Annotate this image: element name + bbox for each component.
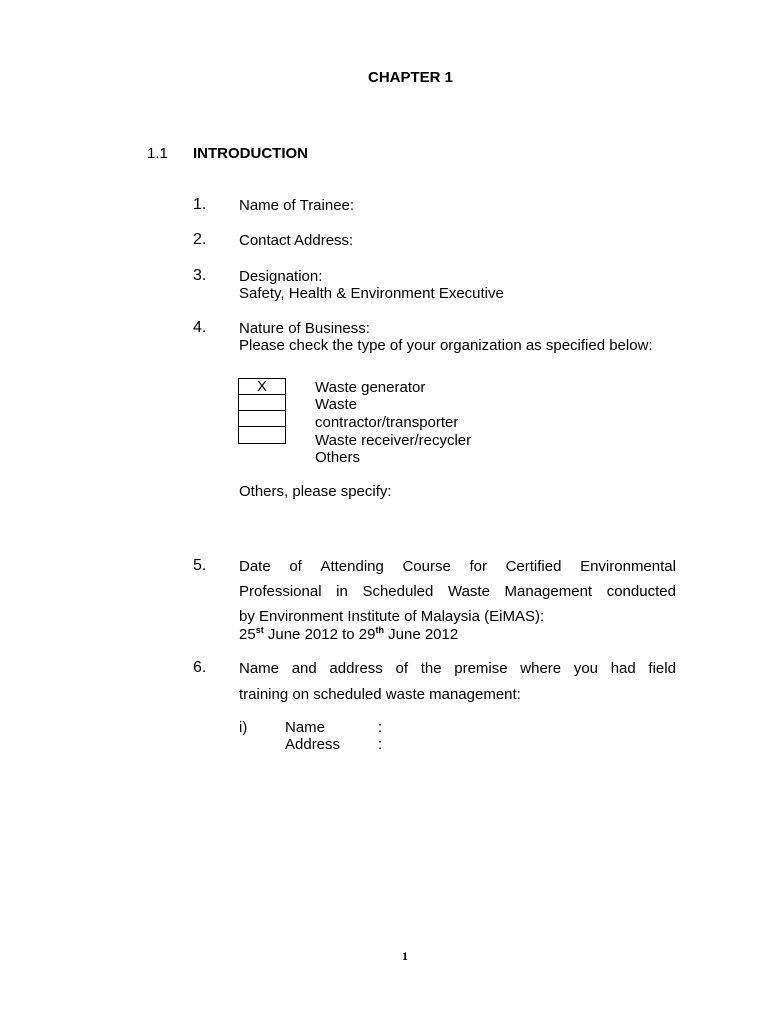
premise-address-colon: :	[378, 736, 383, 753]
option-label-waste-generator: Waste generator	[315, 379, 426, 396]
premise-name-label: Name	[285, 719, 326, 736]
course-date-word: Scheduled	[362, 583, 434, 600]
item-number-6: 6.	[193, 659, 207, 676]
premise-word: Name	[239, 660, 280, 677]
checkbox-waste-generator[interactable]: X	[238, 378, 286, 394]
item-number-4: 4.	[193, 319, 207, 336]
course-date-word: Date	[239, 558, 271, 575]
premise-line-2: training on scheduled waste management:	[239, 686, 521, 703]
course-date-word: Attending	[320, 558, 384, 575]
checkbox-waste-contractor[interactable]	[238, 394, 286, 410]
premise-name-colon: :	[378, 719, 383, 736]
contact-address-label: Contact Address:	[239, 232, 354, 249]
checkbox-others[interactable]	[238, 426, 286, 444]
designation-label: Designation:	[239, 268, 323, 285]
designation-value: Safety, Health & Environment Executive	[239, 285, 504, 302]
item-number-3: 3.	[193, 267, 207, 284]
premise-word: of	[395, 660, 408, 677]
premise-line-1	[239, 660, 676, 677]
option-label-waste: Waste	[315, 396, 357, 413]
course-date-word: Course	[402, 558, 451, 575]
premise-word: where	[520, 660, 562, 677]
course-date-word: in	[336, 583, 348, 600]
premise-word: the	[420, 660, 442, 677]
course-date-word: Waste	[447, 583, 490, 600]
premise-word: address	[329, 660, 383, 677]
premise-word: had	[610, 660, 636, 677]
course-date-word: Environmental	[580, 558, 676, 575]
premise-sub-number: i)	[239, 719, 248, 736]
date-middle: June 2012 to 29	[263, 626, 376, 643]
trainee-name-label: Name of Trainee:	[239, 197, 355, 214]
premise-address-label: Address	[285, 736, 341, 753]
course-date-word: Management	[504, 583, 593, 600]
course-date-word: Professional	[239, 583, 322, 600]
business-type-checkboxes	[238, 378, 286, 444]
course-date-word: Certified	[505, 558, 562, 575]
premise-word: premise	[454, 660, 508, 677]
checkbox-waste-receiver[interactable]	[238, 410, 286, 426]
nature-of-business-label: Nature of Business:	[239, 320, 370, 337]
nature-of-business-instruction: Please check the type of your organization as specified below:	[239, 337, 653, 354]
start-day-suffix: st	[255, 625, 264, 635]
date-end: June 2012	[383, 626, 459, 643]
item-number-2: 2.	[193, 231, 207, 248]
section-title: INTRODUCTION	[193, 145, 308, 162]
course-date-line-3: by Environment Institute of Malaysia (EiMAS):	[239, 608, 545, 625]
premise-word: you	[573, 660, 599, 677]
others-specify-label: Others, please specify:	[239, 483, 392, 500]
course-date-line-1	[239, 558, 676, 575]
premise-word: field	[648, 660, 676, 677]
item-number-1: 1.	[193, 196, 207, 213]
option-label-contractor-transporter: contractor/transporter	[315, 414, 459, 431]
section-number: 1.1	[147, 145, 168, 162]
course-date-word: for	[469, 558, 487, 575]
course-date-line-2	[239, 583, 676, 600]
item-number-5: 5.	[193, 557, 207, 574]
page-number: 1	[402, 949, 408, 963]
course-date-word: of	[289, 558, 302, 575]
end-day-suffix: th	[375, 625, 384, 635]
premise-word: and	[291, 660, 317, 677]
course-date-range	[239, 626, 458, 643]
option-label-others: Others	[315, 449, 361, 466]
course-date-word: conducted	[606, 583, 676, 600]
chapter-title: CHAPTER 1	[368, 69, 454, 86]
option-label-waste-receiver: Waste receiver/recycler	[315, 432, 472, 449]
start-day: 25	[239, 626, 256, 643]
